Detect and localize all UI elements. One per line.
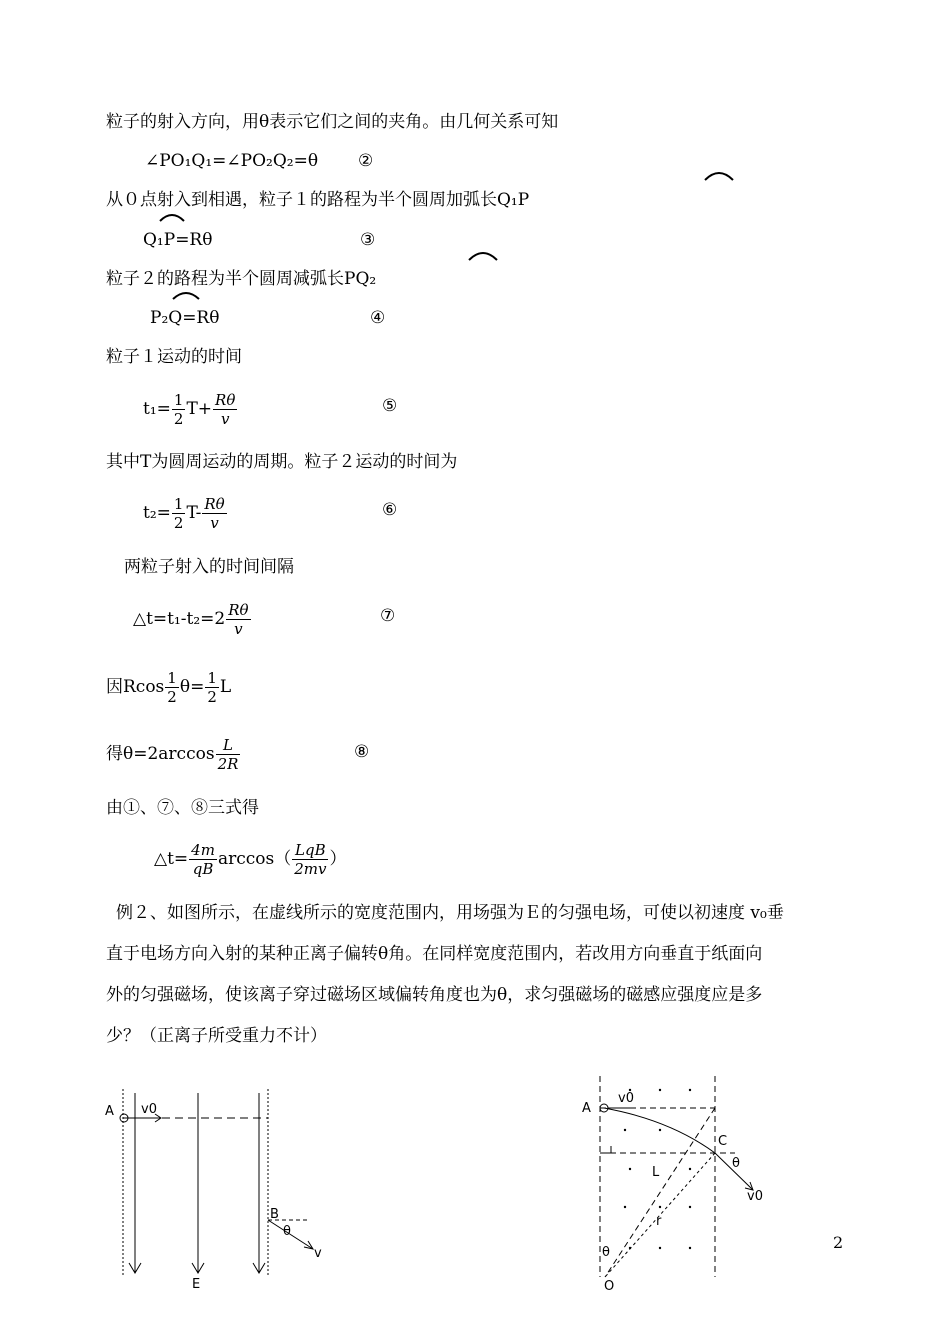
equation-result <box>154 836 346 882</box>
fraction <box>216 736 241 773</box>
denominator: v <box>234 620 243 638</box>
denominator: v <box>210 514 219 532</box>
page-number: 2 <box>833 1233 844 1252</box>
label-O: O <box>604 1279 615 1294</box>
equation-4: P₂Q=Rθ <box>150 308 220 328</box>
paragraph-line: 少？（正离子所受重力不计） <box>106 1026 327 1046</box>
eq-text: T+ <box>186 399 213 419</box>
numerator: Rθ <box>228 601 249 619</box>
eq-text: △t=t₁-t₂=2 <box>133 609 226 629</box>
numerator: LqB <box>292 841 328 860</box>
equation-6 <box>143 490 228 536</box>
equation-number: ⑤ <box>382 396 398 416</box>
numerator: 1 <box>167 669 177 687</box>
label-theta: θ <box>283 1224 291 1239</box>
denominator: 2 <box>173 514 184 532</box>
denominator: 2R <box>217 755 239 773</box>
numerator: L <box>216 736 241 755</box>
fraction <box>292 841 328 878</box>
label-v0: v0 <box>141 1102 157 1117</box>
text-line: 粒子１运动的时间 <box>106 347 242 367</box>
fraction <box>205 669 219 706</box>
equation-5 <box>143 386 238 432</box>
denominator: qB <box>192 860 214 878</box>
fraction <box>172 495 186 532</box>
paragraph-line: 外的匀强磁场，使该离子穿过磁场区域偏转角度也为θ，求匀强磁场的磁感应强度应是多 <box>106 985 763 1005</box>
paragraph-line: 直于电场方向入射的某种正离子偏转θ角。在同样宽度范围内，若改用方向垂直于纸面向 <box>106 944 763 964</box>
equation-3: Q₁P=Rθ <box>143 230 213 250</box>
paragraph-line: 例２、如图所示，在虚线所示的宽度范围内，用场强为Ｅ的匀强电场，可使以初速度 v₀垂 <box>116 903 784 923</box>
radius-line-top <box>605 1108 715 1277</box>
arc-mark <box>702 168 736 182</box>
eq-text: t₁= <box>143 399 171 419</box>
eq-text: 因Rcos <box>106 677 165 697</box>
eq-text: θ= <box>179 677 205 697</box>
numerator: 1 <box>173 391 184 409</box>
electric-field-figure <box>95 1085 335 1295</box>
numerator: Rθ <box>204 495 225 513</box>
arc-mark <box>466 248 500 262</box>
eq-text: △t= <box>154 849 189 869</box>
equation-7 <box>133 596 252 642</box>
fraction <box>226 601 250 638</box>
arc-mark <box>157 211 187 223</box>
equation-8 <box>106 731 241 777</box>
eq-text: L <box>219 677 232 697</box>
right-angle-mark <box>600 1146 611 1153</box>
equation-number: ④ <box>370 308 386 328</box>
label-E: E <box>192 1277 201 1292</box>
label-v: v <box>314 1246 322 1261</box>
denominator: 2 <box>207 688 217 706</box>
fraction <box>202 495 226 532</box>
field-lines <box>129 1093 265 1273</box>
equation-number: ③ <box>360 230 376 250</box>
equation-number: ⑧ <box>354 742 370 762</box>
equation-number: ⑥ <box>382 500 398 520</box>
label-A: A <box>582 1101 591 1116</box>
label-r: r <box>656 1214 662 1229</box>
equation-cos <box>106 664 231 710</box>
fraction <box>213 391 237 428</box>
equation-number: ⑦ <box>380 606 396 626</box>
fraction <box>172 391 186 428</box>
label-v0-exit: v0 <box>747 1189 763 1204</box>
equation-number: ② <box>358 151 374 171</box>
label-v0: v0 <box>618 1091 634 1106</box>
eq-text: 得θ=2arccos <box>106 744 215 764</box>
numerator: 4m <box>191 841 215 859</box>
text-line: 粒子的射入方向，用θ表示它们之间的夹角。由几何关系可知 <box>106 112 559 132</box>
label-theta: θ <box>732 1156 740 1171</box>
numerator: 1 <box>173 495 184 513</box>
label-L: L <box>652 1165 660 1180</box>
eq-text: t₂= <box>143 503 171 523</box>
equation-2: ∠PO₁Q₁=∠PO₂Q₂=θ <box>145 151 319 171</box>
numerator: Rθ <box>215 391 236 409</box>
denominator: 2 <box>167 688 177 706</box>
text-line: 两粒子射入的时间间隔 <box>124 557 294 577</box>
eq-text: arccos（ <box>217 849 292 869</box>
denominator: v <box>220 410 230 428</box>
magnetic-field-figure <box>575 1072 775 1297</box>
fraction <box>165 669 179 706</box>
text-line: 从０点射入到相遇，粒子１的路程为半个圆周加弧长Q₁P <box>106 190 530 210</box>
denominator: 2 <box>173 410 184 428</box>
label-theta-center: θ <box>602 1245 610 1260</box>
numerator: 1 <box>207 669 217 687</box>
label-C: C <box>718 1134 728 1149</box>
eq-text: T- <box>186 503 202 523</box>
fraction <box>189 841 217 878</box>
eq-text: ） <box>329 849 347 869</box>
label-B: B <box>270 1207 279 1222</box>
arc-mark <box>170 289 202 301</box>
label-A: A <box>105 1104 114 1119</box>
text-line: 粒子２的路程为半个圆周减弧长PQ₂ <box>106 269 377 289</box>
denominator: 2mv <box>294 860 327 878</box>
text-line: 由①、⑦、⑧三式得 <box>106 798 259 818</box>
text-line: 其中T为圆周运动的周期。粒子２运动的时间为 <box>106 452 458 472</box>
